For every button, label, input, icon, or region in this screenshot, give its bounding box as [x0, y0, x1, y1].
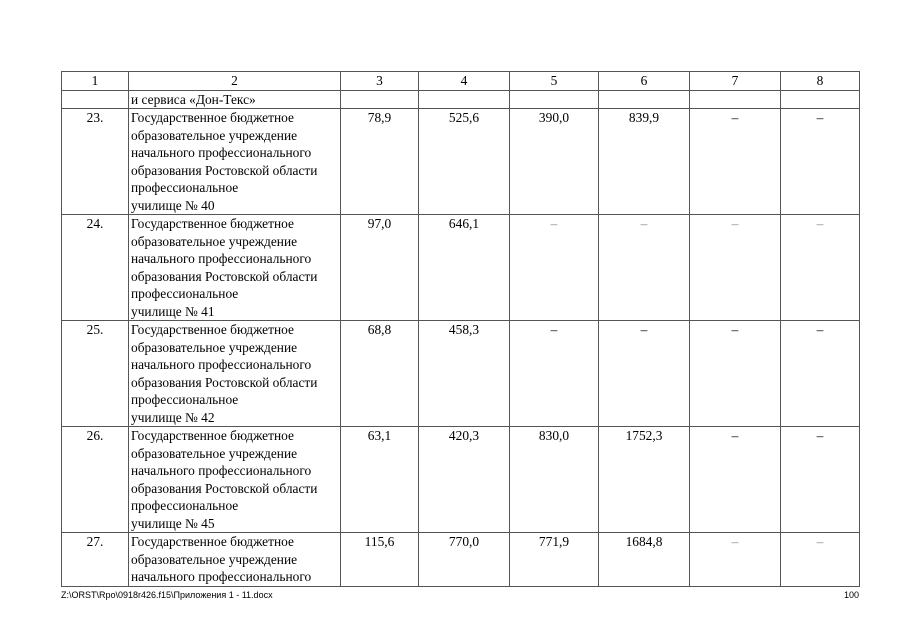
cell-col8: – — [781, 215, 860, 321]
table-row — [62, 109, 860, 215]
institution-name — [129, 109, 341, 215]
name-line: профессиональное — [131, 392, 239, 407]
row-number: 24. — [62, 215, 129, 321]
table-header-row — [62, 72, 860, 91]
name-line: Государственное бюджетное — [131, 534, 294, 549]
name-line: Государственное бюджетное — [131, 322, 294, 337]
cell-col7: – — [690, 533, 781, 587]
institution-name — [129, 321, 341, 427]
cell-col7: – — [690, 321, 781, 427]
cell-col5: 771,9 — [510, 533, 599, 587]
cell-col7: – — [690, 109, 781, 215]
institution-name: и сервиса «Дон-Текс» — [129, 90, 341, 109]
table-row — [62, 533, 860, 587]
cell-col8: – — [781, 109, 860, 215]
name-line: образовательное учреждение — [131, 551, 298, 567]
name-line: начального профессионального — [131, 357, 312, 372]
row-number: 27. — [62, 533, 129, 587]
institution-name — [129, 215, 341, 321]
column-header: 7 — [690, 72, 781, 91]
page-number: 100 — [843, 590, 859, 600]
cell-col3: 97,0 — [341, 215, 419, 321]
cell-col6: – — [599, 215, 690, 321]
cell-col4: 458,3 — [419, 321, 510, 427]
name-line: училище № 45 — [131, 515, 215, 531]
cell-col4: 646,1 — [419, 215, 510, 321]
cell-col4 — [419, 90, 510, 109]
name-line: начального профессионального — [131, 145, 312, 160]
name-line: училище № 41 — [131, 303, 215, 319]
name-line: профессиональное — [131, 498, 239, 513]
column-header: 3 — [341, 72, 419, 91]
cell-col3 — [341, 90, 419, 109]
name-line: образования Ростовской области — [131, 480, 318, 496]
name-line: образовательное учреждение — [131, 233, 298, 249]
name-line: начального профессионального — [131, 569, 312, 584]
name-line: начального профессионального — [131, 251, 312, 266]
name-line: образования Ростовской области — [131, 374, 318, 390]
name-line: Государственное бюджетное — [131, 428, 294, 443]
column-header: 1 — [62, 72, 129, 91]
cell-col3: 63,1 — [341, 427, 419, 533]
name-line: училище № 42 — [131, 409, 215, 425]
table-row — [62, 427, 860, 533]
name-line: образовательное учреждение — [131, 445, 298, 461]
cell-col7: – — [690, 427, 781, 533]
table-row — [62, 215, 860, 321]
name-line: образования Ростовской области — [131, 268, 318, 284]
cell-col6 — [599, 90, 690, 109]
row-number: 26. — [62, 427, 129, 533]
cell-col5 — [510, 90, 599, 109]
institution-name — [129, 533, 341, 587]
column-header: 4 — [419, 72, 510, 91]
row-number — [62, 90, 129, 109]
cell-col4: 420,3 — [419, 427, 510, 533]
cell-col6: 839,9 — [599, 109, 690, 215]
table-row-continuation — [62, 90, 860, 109]
name-line: профессиональное — [131, 286, 239, 301]
name-line: Государственное бюджетное — [131, 216, 294, 231]
column-header: 5 — [510, 72, 599, 91]
cell-col4: 525,6 — [419, 109, 510, 215]
cell-col6: 1752,3 — [599, 427, 690, 533]
cell-col8: – — [781, 427, 860, 533]
cell-col4: 770,0 — [419, 533, 510, 587]
name-line: профессиональное — [131, 180, 239, 195]
footer-file-path: Z:\ORST\Rpo\0918r426.f15\Приложения 1 - 11.docx — [61, 590, 273, 600]
cell-col6: 1684,8 — [599, 533, 690, 587]
name-line: Государственное бюджетное — [131, 110, 294, 125]
name-line: образовательное учреждение — [131, 339, 298, 355]
cell-col3: 68,8 — [341, 321, 419, 427]
cell-col8: – — [781, 321, 860, 427]
cell-col8: – — [781, 533, 860, 587]
cell-col6: – — [599, 321, 690, 427]
column-header: 2 — [129, 72, 341, 91]
institution-name — [129, 427, 341, 533]
cell-col5: 830,0 — [510, 427, 599, 533]
cell-col7: – — [690, 215, 781, 321]
name-line: образования Ростовской области — [131, 162, 318, 178]
row-number: 25. — [62, 321, 129, 427]
cell-col3: 115,6 — [341, 533, 419, 587]
cell-col7 — [690, 90, 781, 109]
name-line: образовательное учреждение — [131, 127, 298, 143]
cell-col5: – — [510, 215, 599, 321]
column-header: 8 — [781, 72, 860, 91]
data-table — [61, 71, 860, 587]
column-header: 6 — [599, 72, 690, 91]
cell-col3: 78,9 — [341, 109, 419, 215]
name-line: начального профессионального — [131, 463, 312, 478]
table-row — [62, 321, 860, 427]
name-line: училище № 40 — [131, 197, 215, 213]
row-number: 23. — [62, 109, 129, 215]
cell-col8 — [781, 90, 860, 109]
cell-col5: – — [510, 321, 599, 427]
cell-col5: 390,0 — [510, 109, 599, 215]
